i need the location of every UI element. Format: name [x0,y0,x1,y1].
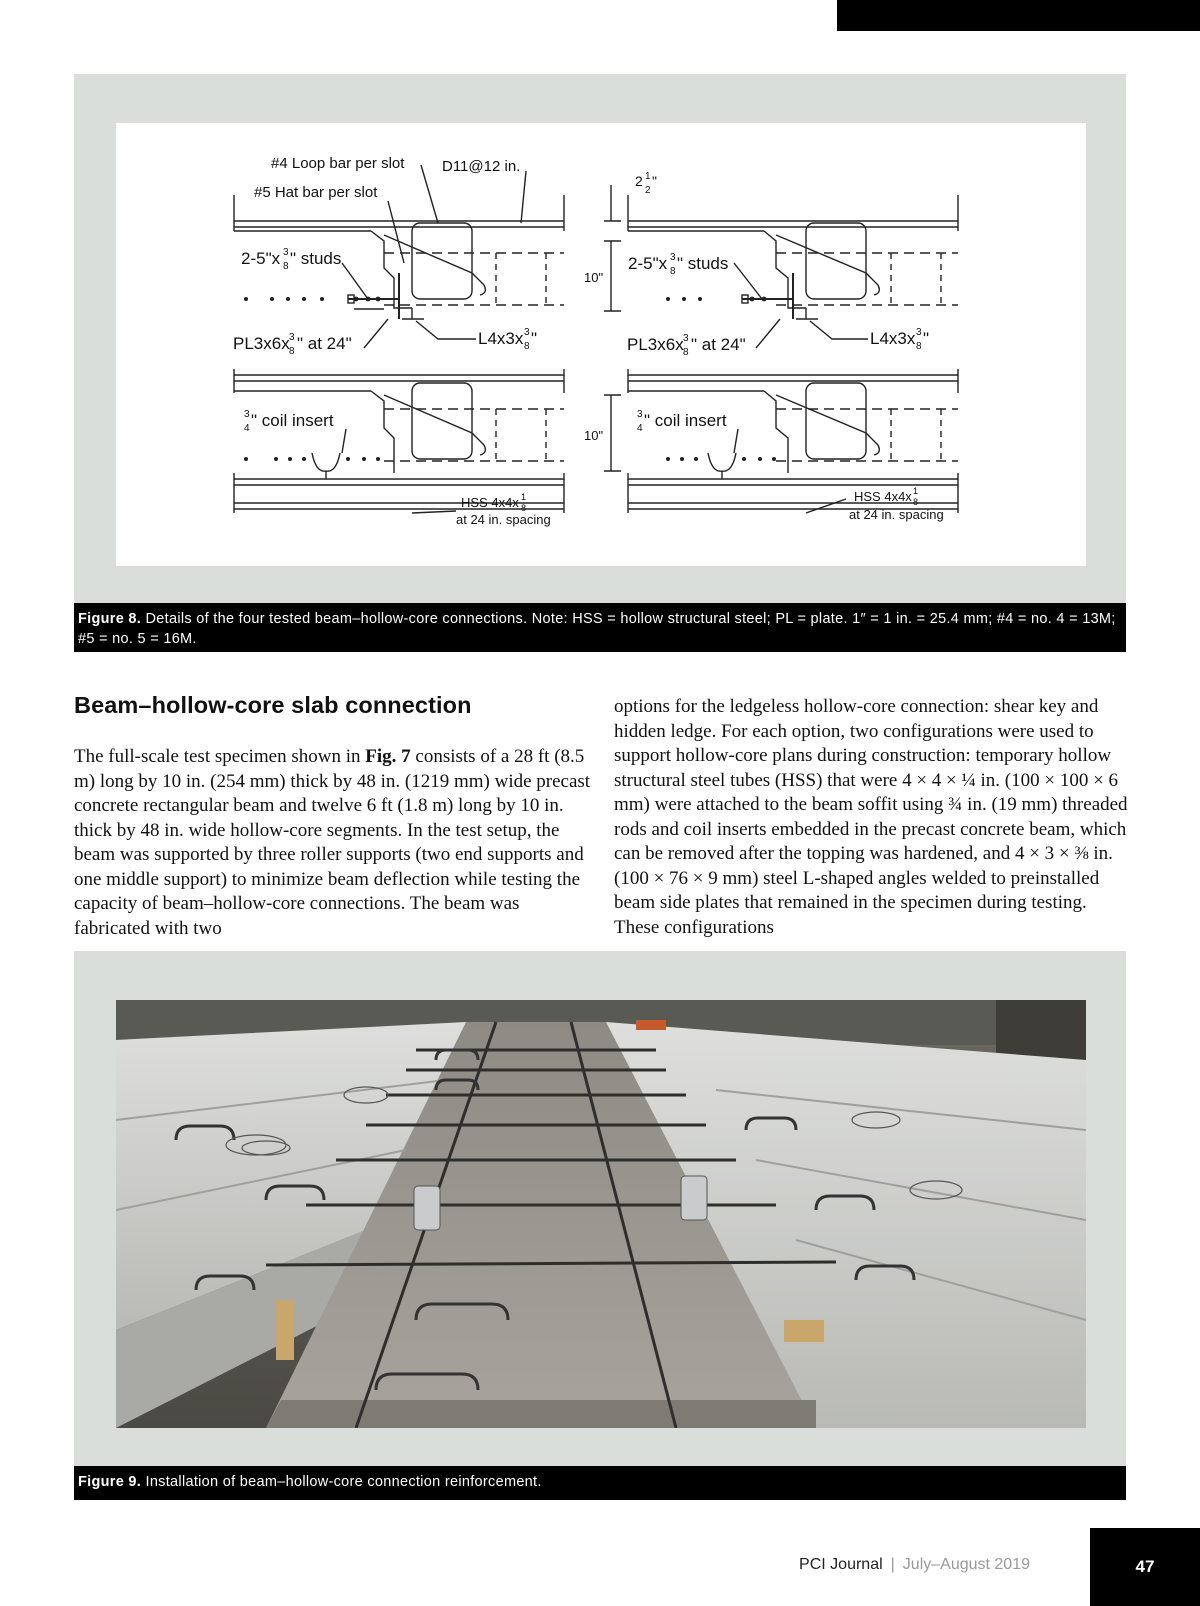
footer [799,1556,1030,1574]
figure-9-label: Figure 9. [78,1474,142,1490]
label-hat-bar: #5 Hat bar per slot [254,184,378,201]
label-l4-left: L4x3x [478,329,524,348]
label-coil-right: " coil insert [644,411,727,430]
figure-9-caption [74,1466,1126,1500]
label-studs-left: 2-5"x [241,249,281,268]
svg-text:8: 8 [289,346,295,357]
svg-text:8: 8 [683,347,689,358]
svg-text:8: 8 [524,341,530,352]
svg-text:3: 3 [916,327,922,338]
svg-text:3: 3 [637,409,643,420]
svg-text:3: 3 [289,332,295,343]
figure-9-photo [116,1000,1086,1428]
label-d11: D11@12 in. [442,158,521,175]
label-hss-left: HSS 4x4x [461,495,519,510]
svg-text:4: 4 [244,423,250,434]
label-pl-left: PL3x6x [233,334,290,353]
figure-8-drawing [116,123,1086,566]
figure-9-panel [74,951,1126,1466]
svg-text:" at 24": " at 24" [297,334,352,353]
footer-separator: | [890,1556,895,1573]
label-hss-right: HSS 4x4x [854,489,912,504]
label-l4-right: L4x3x [870,329,916,348]
svg-text:4: 4 [637,423,643,434]
top-black-bar [837,0,1200,31]
reinforcement-installation-photo [116,1000,1086,1428]
svg-text:": " [652,173,657,189]
svg-text:2: 2 [645,185,651,196]
svg-text:8: 8 [283,261,289,272]
svg-text:" studs: " studs [290,249,342,268]
svg-text:8: 8 [521,503,527,513]
svg-text:3: 3 [524,327,530,338]
label-studs-right: 2-5"x [628,254,668,273]
figure-9-caption-text: Installation of beam–hollow-core connection reinforcement. [145,1474,542,1490]
figure-8-caption [74,603,1126,652]
svg-text:8: 8 [916,341,922,352]
body-column-left: The full-scale test specimen shown in Fig. 7 consists of a 28 ft (8.5 m) long by 10 in. (254 mm) thick by 48 in. (1219 mm) wide precast concrete rectangular beam and twelve 6 ft (1.8 m) long by 10 in. thick by 48 in. wide hollow-core segments. In the test setup, the beam was supported by three roller supports (two end supports and one middle support) to minimize beam deflection while testing the capacity of beam–hollow-core connections. The beam was fabricated with two [74,746,591,939]
svg-text:" at 24": " at 24" [691,335,746,354]
figure-7-reference: Fig. 7 [365,746,411,767]
label-hss-spacing-right: at 24 in. spacing [849,507,944,522]
svg-text:3: 3 [283,247,289,258]
dim-10-top: 10" [584,270,604,285]
figure-8-panel [74,74,1126,604]
label-coil-left: " coil insert [251,411,334,430]
connection-details-drawing [116,123,1086,566]
svg-text:1: 1 [521,492,527,502]
page-number: 47 [1090,1528,1200,1606]
dim-2-half: 2 [635,173,643,189]
label-loop-bar: #4 Loop bar per slot [271,155,405,172]
svg-text:8: 8 [670,266,676,277]
svg-text:1: 1 [913,486,919,496]
label-hss-spacing-left: at 24 in. spacing [456,512,551,527]
svg-text:": " [531,329,538,348]
issue-date: July–August 2019 [902,1556,1030,1573]
svg-text:8: 8 [913,497,919,507]
svg-text:" studs: " studs [677,254,729,273]
svg-text:3: 3 [244,409,250,420]
svg-text:": " [923,329,930,348]
svg-text:3: 3 [683,333,689,344]
journal-name: PCI Journal [799,1556,883,1573]
figure-8-label: Figure 8. [78,611,142,627]
dim-10-bottom: 10" [584,428,604,443]
body-column-right: options for the ledgeless hollow-core connection: shear key and hidden ledge. For each option, two configurations were used to support hollow-core plans during construction: temporary hollow structural steel tubes (HSS) that were 4 × 4 × ¼ in. (100 × 100 × 6 mm) were attached to the beam soffit using ¾ in. (19 mm) threaded rods and coil inserts embedded in the precast concrete beam, which can be removed after the topping was hardened, and 4 × 3 × ⅜ in. (100 × 76 × 9 mm) steel L-shaped angles welded to preinstalled beam side plates that remained in the specimen during testing. These configurations [614,696,1128,938]
svg-text:3: 3 [670,252,676,263]
figure-8-caption-text: Details of the four tested beam–hollow-core connections. Note: HSS = hollow structural steel; PL = plate. 1″ = 1 in. = 25.4 mm; #4 = no. 4 = 13M; #5 = no. 5 = 16M. [78,611,1116,647]
label-pl-right: PL3x6x [627,335,684,354]
section-heading: Beam–hollow-core slab connection [74,692,472,718]
svg-text:1: 1 [645,171,651,182]
